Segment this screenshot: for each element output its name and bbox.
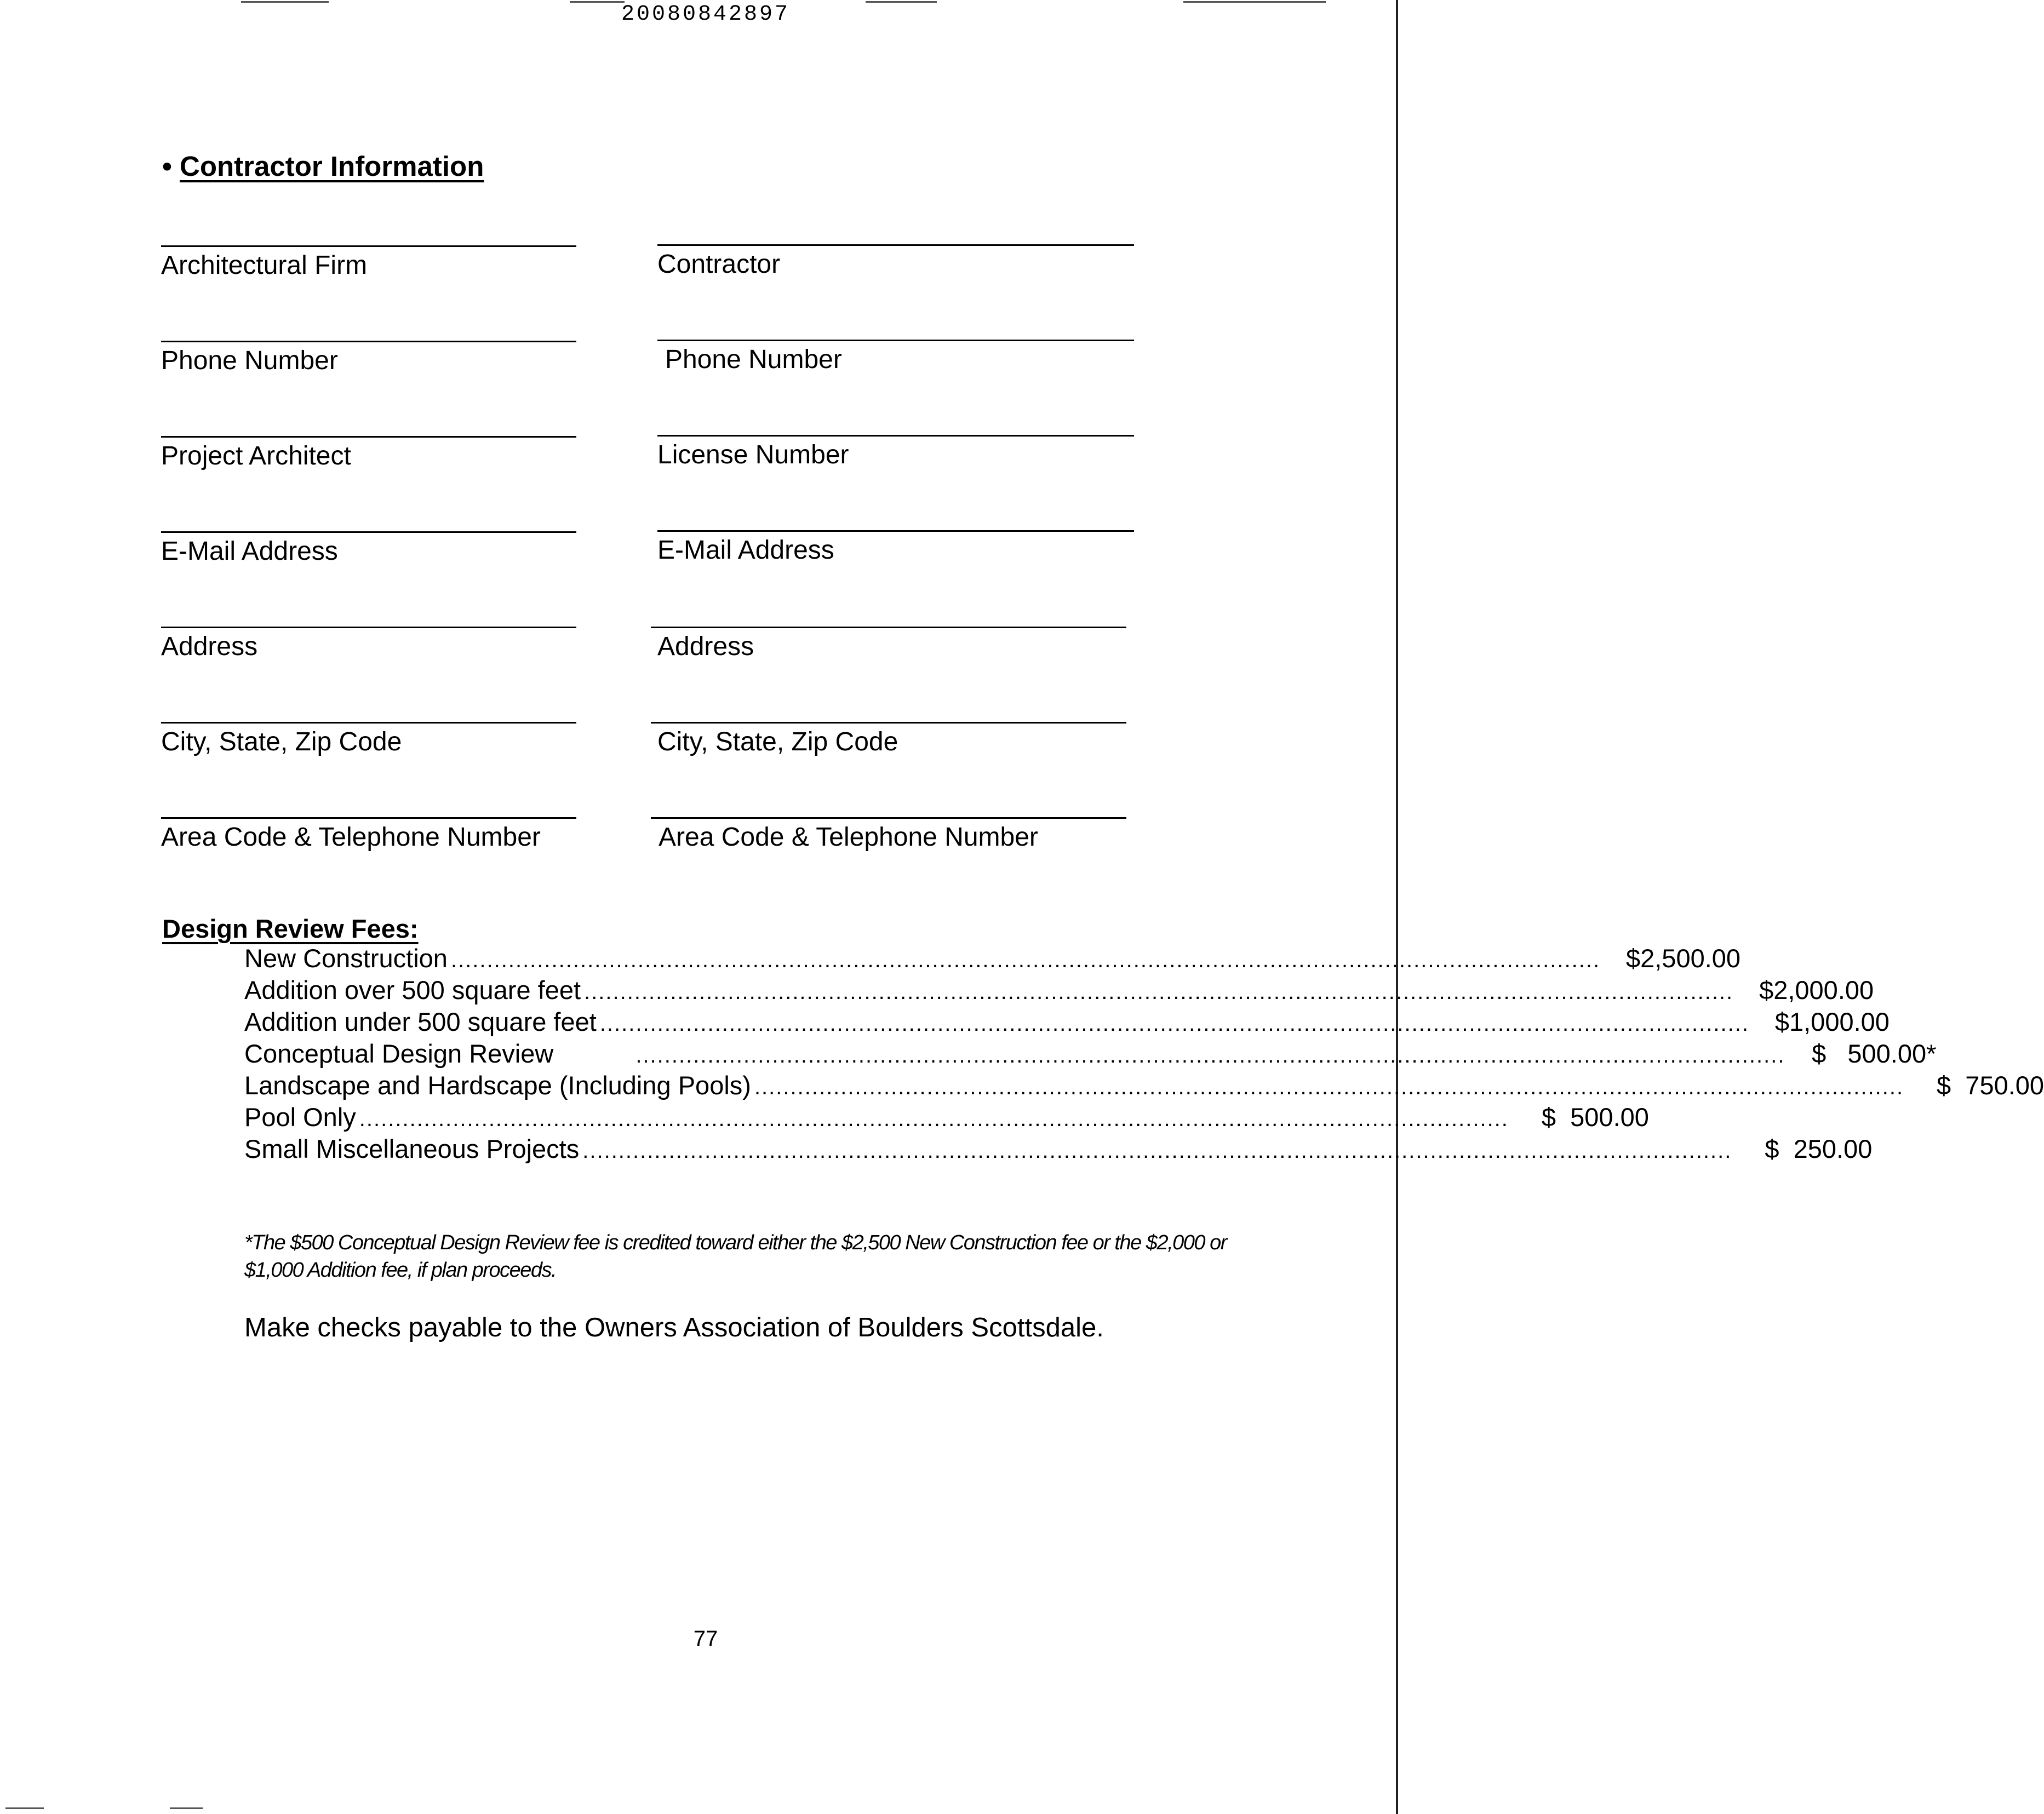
dot-leader: ................................................................................................................................................................ [582,1139,1732,1163]
dot-leader: ................................................................................................................................................................ [359,1107,1509,1131]
field-label: Area Code & Telephone Number [161,823,541,852]
fee-row [244,1007,1890,1038]
field-label: Architectural Firm [161,251,368,280]
field-phone-number-right[interactable] [657,340,1134,375]
field-label: Address [161,632,258,661]
dot-leader: ................................................................................................................................................................ [584,980,1734,1004]
field-city-state-zip-right[interactable] [651,722,1126,757]
fee-list [244,943,2044,1166]
fee-label: Addition over 500 square feet [244,975,581,1004]
fee-label: Pool Only [244,1103,356,1132]
fee-amount: $ 750.00 [1937,1071,2044,1100]
field-label: City, State, Zip Code [161,727,402,756]
signature-line [657,244,1134,246]
fee-label: Landscape and Hardscape (Including Pools) [244,1071,751,1100]
fee-label: Addition under 500 square feet [244,1007,597,1036]
fee-amount: $2,500.00 [1625,944,1741,973]
payable-note: Make checks payable to the Owners Association of Boulders Scottsdale. [244,1313,1104,1342]
field-architectural-firm[interactable] [161,245,576,280]
fee-row [244,1102,1649,1134]
fee-row [244,975,1874,1007]
fee-row [244,1070,2044,1102]
fee-label: Conceptual Design Review [244,1039,554,1068]
field-address-left[interactable] [161,627,576,662]
fee-label: Small Miscellaneous Projects [244,1134,580,1163]
field-label: Contractor [657,250,781,279]
contractor-section-title [162,150,484,182]
dot-leader: ................................................................................................................................................................ [635,1043,1785,1067]
field-license-number[interactable] [657,435,1134,470]
field-label: Address [657,632,754,661]
field-address-right[interactable] [651,627,1126,662]
fee-amount: $ 500.00 [1541,1103,1649,1132]
field-contractor[interactable] [657,244,1134,279]
field-label: Area Code & Telephone Number [659,823,1038,852]
signature-line [651,817,1126,819]
fee-amount: $ 500.00* [1812,1039,1937,1068]
field-label: License Number [657,440,849,469]
scan-mark [5,1807,44,1809]
signature-line [161,531,576,533]
signature-line [651,627,1126,628]
field-email-left[interactable] [161,531,576,566]
fee-row [244,943,1741,975]
field-label: E-Mail Address [657,536,834,565]
fee-row [244,1038,1937,1070]
document-id: 20080842897 [621,2,791,27]
field-telephone-left[interactable] [161,817,576,852]
signature-line [657,340,1134,341]
field-city-state-zip-left[interactable] [161,722,576,757]
field-telephone-right[interactable] [651,817,1126,852]
field-label: Project Architect [161,441,351,470]
signature-line [161,341,576,342]
signature-line [161,436,576,438]
signature-line [161,627,576,628]
bullet: • [162,151,172,182]
signature-line [651,722,1126,724]
signature-line [161,817,576,819]
signature-line [161,722,576,724]
dot-leader: ................................................................................................................................................................ [599,1012,1749,1036]
signature-line [657,435,1134,437]
signature-line [657,530,1134,532]
fee-footnote: *The $500 Conceptual Design Review fee is credited toward either the $2,500 New Construction fee or the $2,000 or $1,000 Addition fee, if plan proceeds. [244,1231,1227,1282]
field-email-right[interactable] [657,530,1134,565]
scan-edge [1396,0,1398,1814]
fee-row [244,1134,1873,1166]
fee-label: New Construction [244,944,448,973]
field-phone-number-left[interactable] [161,341,576,376]
field-label: City, State, Zip Code [657,727,898,756]
page-number: 77 [693,1627,718,1651]
field-project-architect[interactable] [161,436,576,471]
dot-leader: ................................................................................................................................................................ [754,1075,1904,1099]
dot-leader: ................................................................................................................................................................ [450,948,1601,972]
signature-line [161,245,576,247]
fees-title: Design Review Fees: [162,914,419,943]
scan-mark [170,1807,203,1809]
fee-amount: $1,000.00 [1774,1007,1890,1036]
section-heading: Contractor Information [180,151,484,182]
field-label: Phone Number [665,345,842,374]
field-label: E-Mail Address [161,537,338,566]
fee-amount: $ 250.00 [1765,1134,1873,1163]
fee-amount: $2,000.00 [1759,975,1874,1004]
field-label: Phone Number [161,346,338,375]
